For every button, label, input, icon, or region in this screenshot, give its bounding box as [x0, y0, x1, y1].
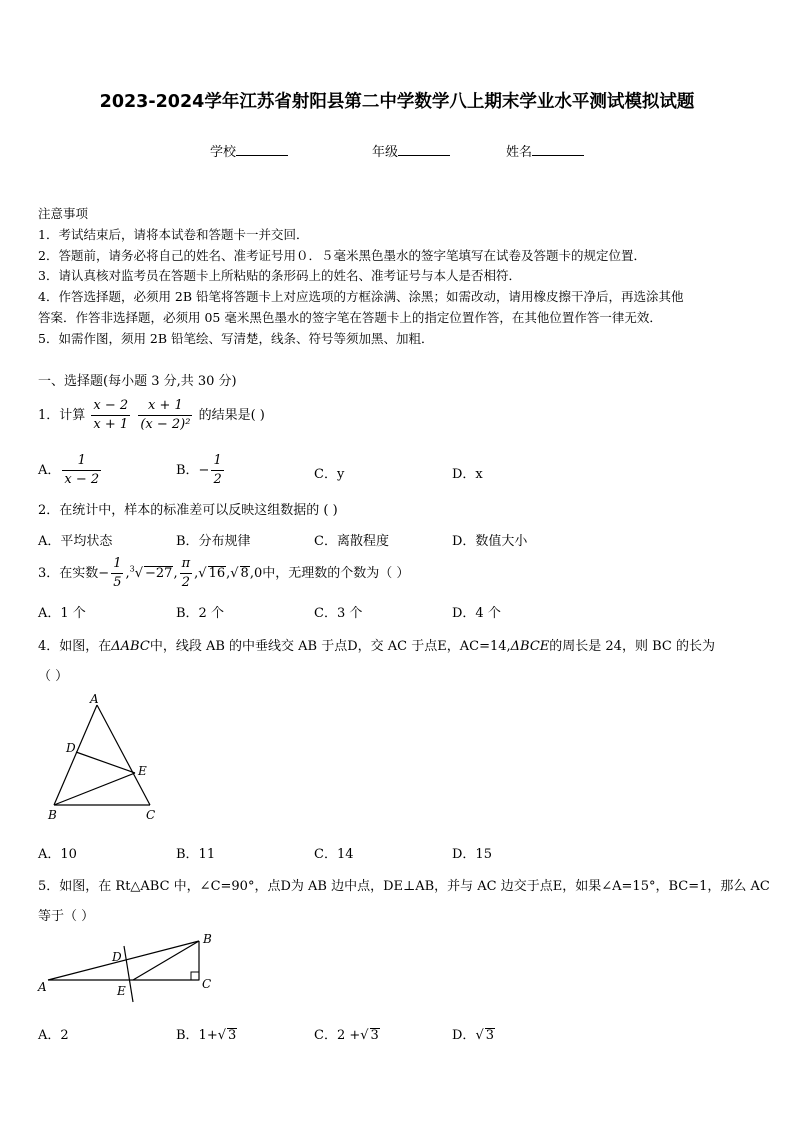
q3-fraction: $\frac{1}{5}$ [113, 556, 122, 590]
notice-item: 5．如需作图，须用 2B 铅笔绘、写清楚，线条、符号等须加黑、加粗． [38, 331, 434, 346]
question-4-paren: （ ） [38, 669, 69, 684]
q5-label-e: E [117, 984, 126, 998]
school-field [210, 141, 288, 160]
name-blank [532, 143, 584, 156]
q5-triangle-figure [36, 930, 221, 1008]
question-5-paren: 等于（ ） [38, 909, 95, 924]
notice-item: 3．请认真核对监考员在答题卡上所粘贴的条形码上的姓名、准考证号与本人是否相符． [38, 268, 521, 283]
name-field [506, 141, 584, 160]
question-3-stem: 3．在实数− $\frac{1}{5}$ ,$^3$√ −27, $\frac{\pi}{2}$ ,√ 16,√ 8,0中，无理数的个数为（ ） [38, 556, 410, 590]
q1-option-a-fraction: $\frac{1}{x - 2}$ [64, 453, 100, 487]
q1-option-c: C．y [314, 467, 345, 482]
q5-label-c: C [202, 977, 212, 991]
q5-label-d: D [112, 950, 122, 964]
question-5-stem: 5．如图，在 Rt△ABC 中，∠C=90°，点D为 AB 边中点，DE⊥AB，并与 AC 边交于点E，如果∠A=15°，BC=1，那么 AC [38, 879, 770, 894]
q3-sqrt-8: 8 [240, 566, 249, 581]
q4-option-a: A．10 [38, 847, 77, 862]
q3-sqrt-16: 16 [208, 566, 226, 581]
q4-option-b: B．11 [176, 847, 216, 862]
notice-item: 答案．作答非选择题，必须用 05 毫米黑色墨水的签字笔在答题卡上的指定位置作答，在其他位置作答一律无效． [38, 310, 662, 325]
q4-label-b: B [48, 808, 57, 822]
q2-option-a: A．平均状态 [38, 534, 113, 549]
q2-option-d: D．数值大小 [452, 534, 528, 549]
q3-option-b: B．2 个 [176, 606, 224, 621]
grade-field [372, 141, 450, 160]
notice-heading: 注意事项 [38, 206, 89, 221]
name-label: 姓名 [506, 145, 533, 160]
question-4-stem: 4．如图，在ΔABC中，线段 AB 的中垂线交 AB 于点D，交 AC 于点E，AC=14,ΔBCE的周长是 24，则 BC 的长为 [38, 639, 715, 654]
q2-option-c: C．离散程度 [314, 534, 389, 549]
q4-triangle-figure [40, 690, 170, 825]
q5-option-d: D．√ 3 [452, 1028, 495, 1043]
q2-option-b: B．分布规律 [176, 534, 251, 549]
q3-option-d: D．4 个 [452, 606, 501, 621]
school-blank [236, 143, 288, 156]
q1-option-b: B．− $\frac{1}{2}$ [176, 453, 222, 487]
q1-suffix: 的结果是( ) [198, 408, 265, 423]
q5-option-a: A．2 [38, 1028, 69, 1043]
q1-fraction-2: $\frac{x + 1}{\text{(x − 2)²}}$ [140, 398, 191, 432]
q4-option-c: C．14 [314, 847, 354, 862]
q4-option-d: D．15 [452, 847, 492, 862]
q4-label-c: C [146, 808, 156, 822]
q1-option-a: A． $\frac{1}{x - 2}$ [38, 453, 100, 487]
q4-label-e: E [138, 764, 147, 778]
grade-label: 年级 [372, 145, 399, 160]
q1-option-d: D．x [452, 467, 483, 482]
q1-fraction-1: $\frac{x - 2}{x + 1}$ [93, 398, 129, 432]
q5-option-b: B．1+√ 3 [176, 1028, 237, 1043]
section-heading: 一、选择题(每小题 3 分,共 30 分) [38, 374, 237, 389]
q5-option-c: C．2 +√ 3 [314, 1028, 379, 1043]
q3-option-c: C．3 个 [314, 606, 363, 621]
question-1-stem [38, 397, 265, 434]
q1-option-b-fraction: $\frac{1}{2}$ [213, 453, 222, 487]
q3-cube-root: −27 [145, 566, 173, 581]
q3-pi-fraction: $\frac{\pi}{2}$ [181, 556, 191, 590]
q5-label-a: A [38, 980, 47, 994]
q5-label-b: B [203, 932, 212, 946]
notice-item: 4．作答选择题，必须用 2B 铅笔将答题卡上对应选项的方框涂满、涂黑；如需改动，请用橡皮擦干净后，再选涂其他 [38, 289, 684, 304]
q3-option-a: A．1 个 [38, 606, 86, 621]
notice-item: 1．考试结束后，请将本试卷和答题卡一并交回． [38, 227, 309, 242]
q1-prefix: 1．计算 [38, 408, 86, 423]
q4-label-a: A [90, 692, 99, 706]
notice-item: 2．答题前，请务必将自己的姓名、准考证号用０．５毫米黑色墨水的签字笔填写在试卷及答题卡的规定位置． [38, 248, 646, 263]
q4-label-d: D [66, 741, 76, 755]
school-label: 学校 [210, 145, 237, 160]
grade-blank [398, 143, 450, 156]
page-title: 2023-2024学年江苏省射阳县第二中学数学八上期末学业水平测试模拟试题 [99, 92, 695, 112]
question-2-stem: 2．在统计中，样本的标准差可以反映这组数据的 ( ) [38, 503, 338, 518]
